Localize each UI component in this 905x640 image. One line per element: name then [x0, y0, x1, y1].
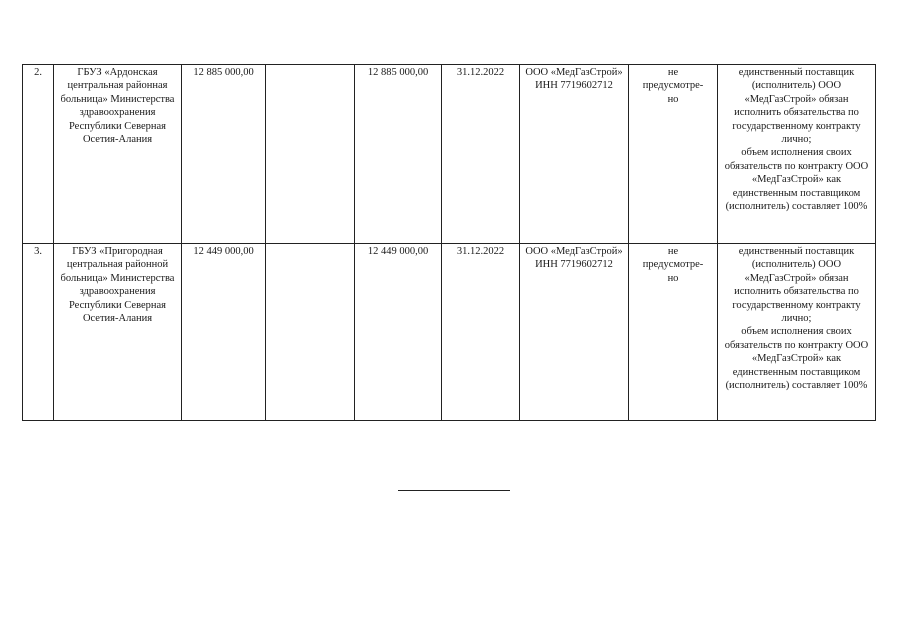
deadline-cell: 31.12.2022	[442, 65, 520, 244]
note-cell: единственный поставщик (исполнитель) ООО «МедГазСтрой» обязан исполнить обязательства по государственному контракту лично; объем исполнения своих обязательств по контракту ООО «МедГазСтрой» как единственным поставщиком (исполнитель) составляет 100%	[718, 244, 876, 421]
note-cell: единственный поставщик (исполнитель) ООО «МедГазСтрой» обязан исполнить обязательства по государственному контракту лично; объем исполнения своих обязательств по контракту ООО «МедГазСтрой» как единственным поставщиком (исполнитель) составляет 100%	[718, 65, 876, 244]
extra-sum-cell	[266, 65, 355, 244]
total-sum-cell: 12 449 000,00	[355, 244, 442, 421]
total-sum-cell: 12 885 000,00	[355, 65, 442, 244]
contract-sum-cell: 12 885 000,00	[182, 65, 266, 244]
customer-cell: ГБУЗ «Ардонская центральная районная больница» Министерства здравоохранения Республики Северная Осетия-Алания	[54, 65, 182, 244]
contracts-table	[22, 64, 876, 421]
advance-cell: не предусмотре- но	[629, 244, 718, 421]
end-of-document-rule	[398, 490, 510, 491]
table-row	[23, 244, 876, 421]
deadline-cell: 31.12.2022	[442, 244, 520, 421]
customer-cell: ГБУЗ «Пригородная центральная районной больница» Министерства здравоохранения Республики Северная Осетия-Алания	[54, 244, 182, 421]
row-number: 3.	[23, 244, 54, 421]
row-number: 2.	[23, 65, 54, 244]
supplier-cell: ООО «МедГазСтрой» ИНН 7719602712	[520, 65, 629, 244]
extra-sum-cell	[266, 244, 355, 421]
advance-cell: не предусмотре- но	[629, 65, 718, 244]
contract-sum-cell: 12 449 000,00	[182, 244, 266, 421]
table-row	[23, 65, 876, 244]
supplier-cell: ООО «МедГазСтрой» ИНН 7719602712	[520, 244, 629, 421]
